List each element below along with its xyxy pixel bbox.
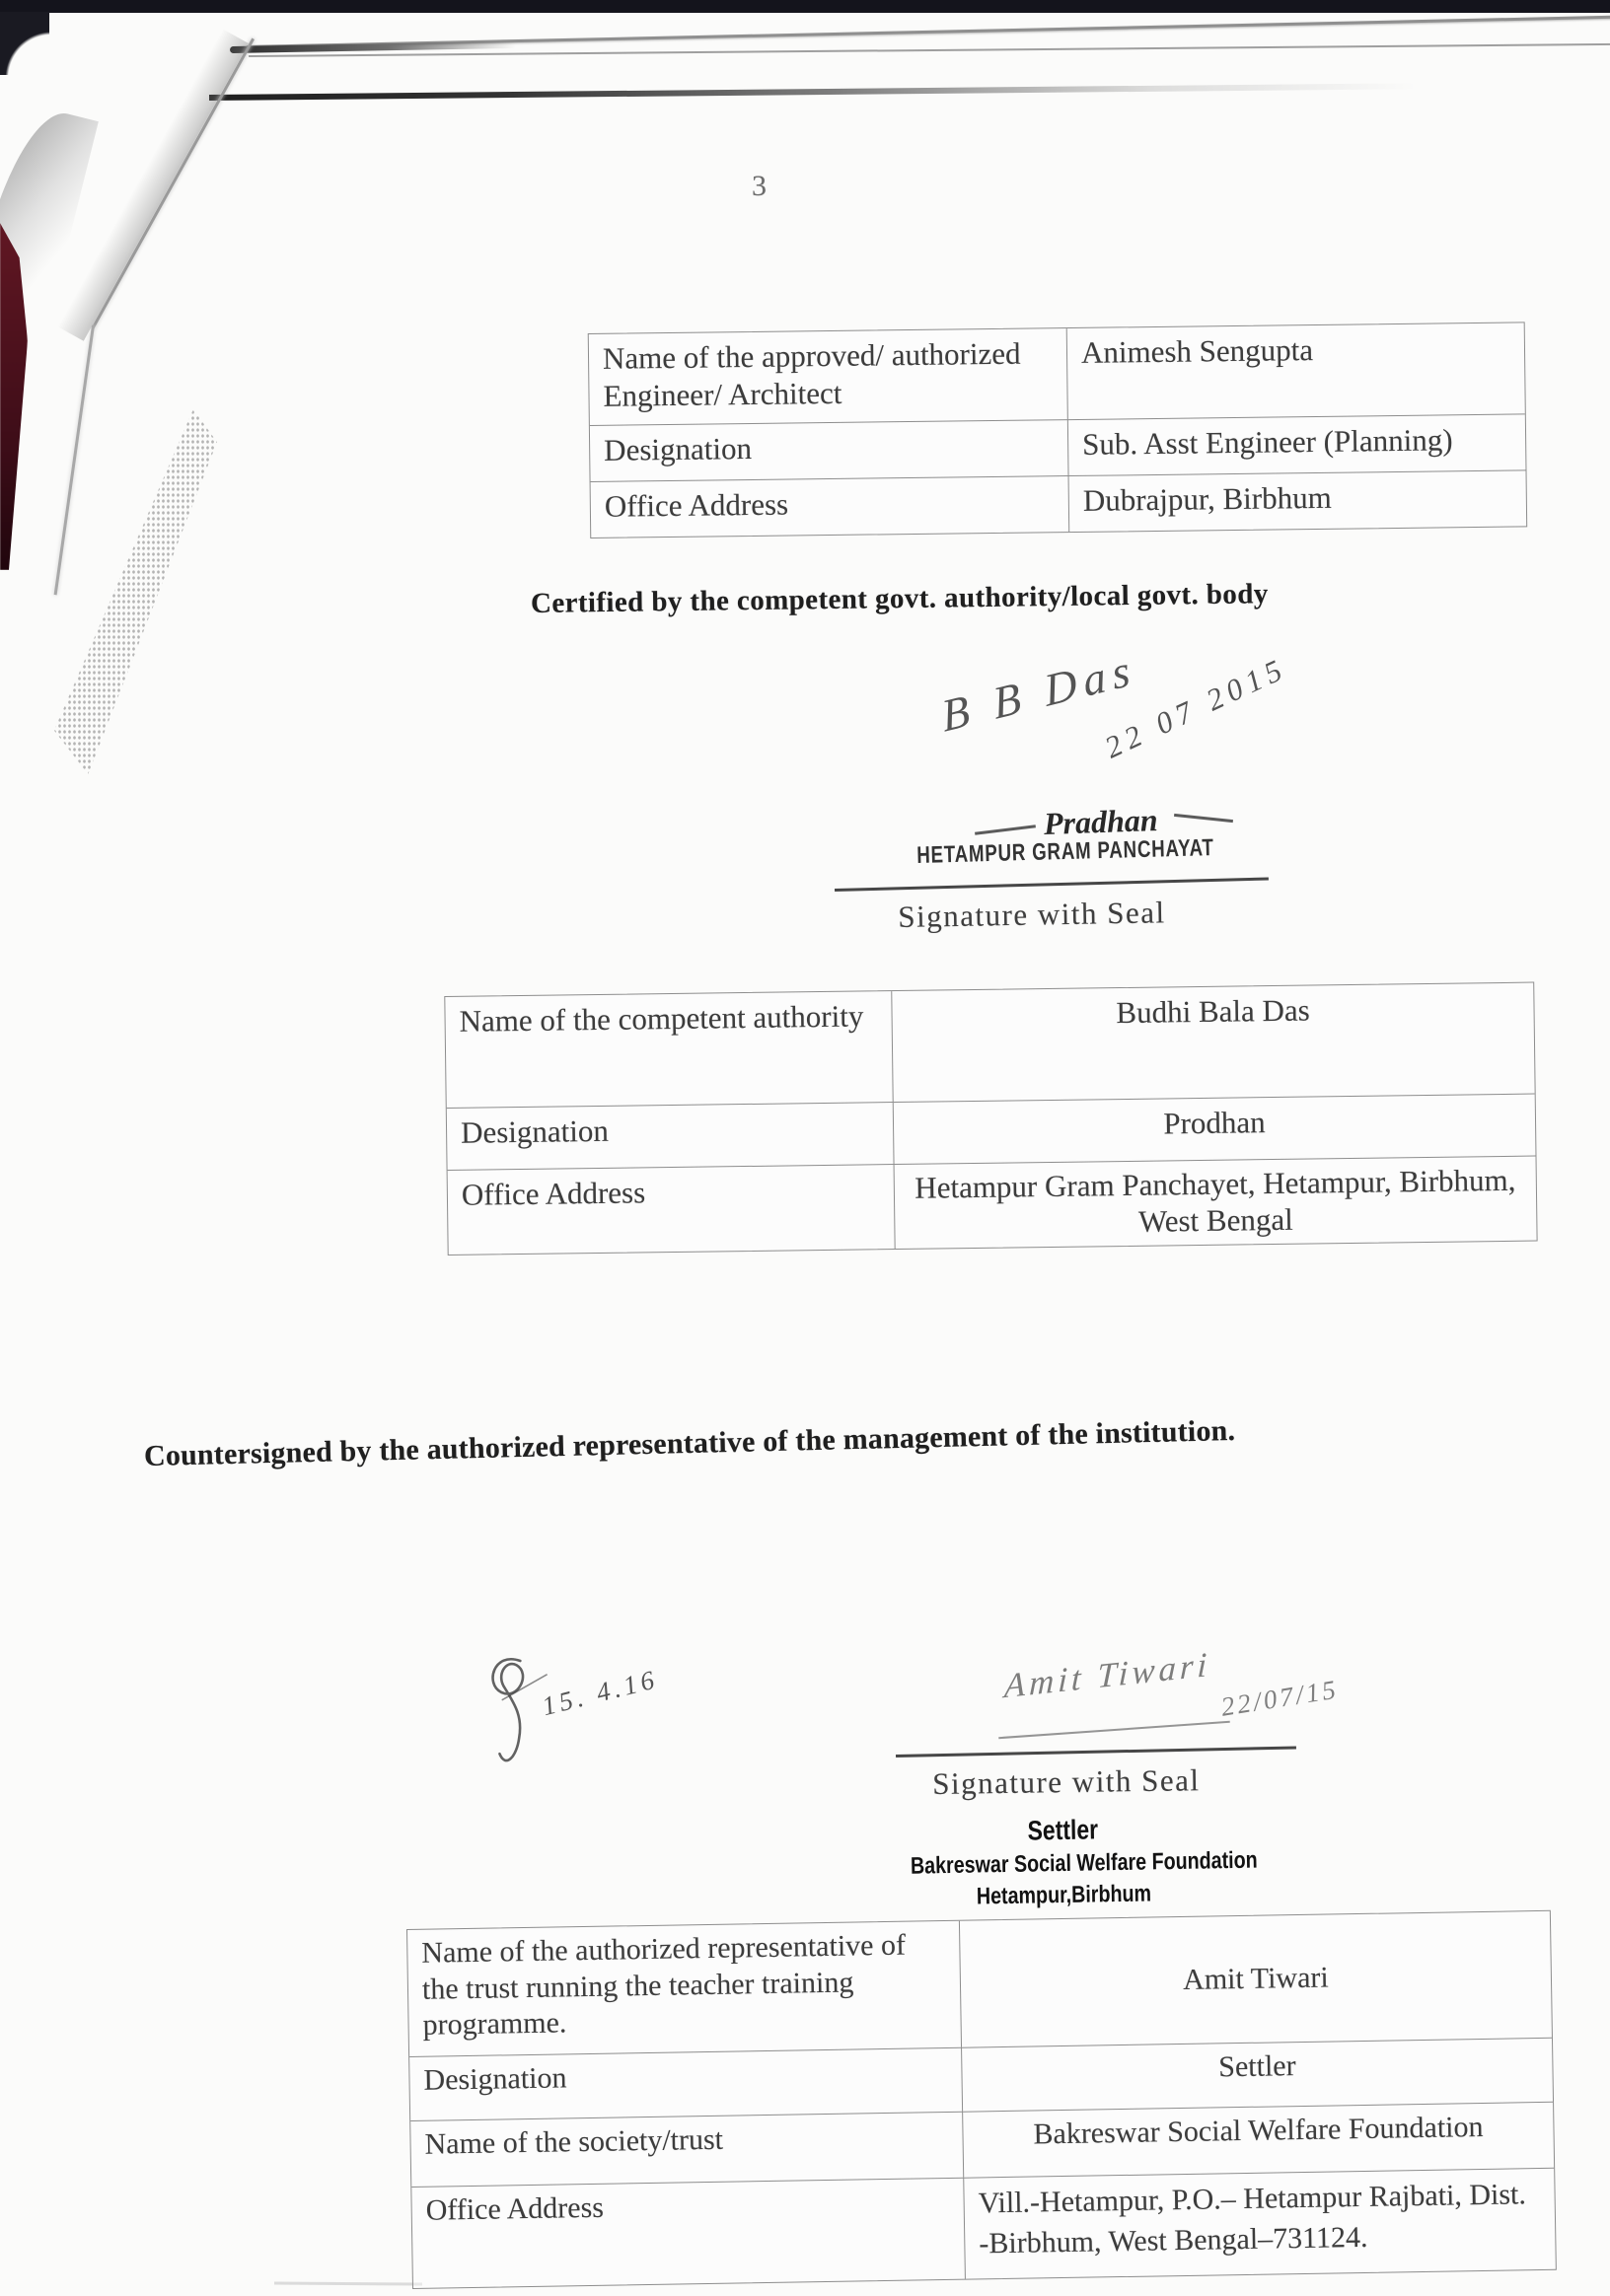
row-label: Designation bbox=[409, 2047, 963, 2120]
stamp-line-settler: Settler bbox=[1027, 1814, 1099, 1846]
handwritten-signature-representative: Amit Tiwari bbox=[1003, 1644, 1211, 1706]
handwritten-signature-authority: B B Das bbox=[938, 643, 1139, 742]
page-fold-crease-upper bbox=[92, 38, 255, 328]
page-fold-crease-lower bbox=[54, 325, 95, 596]
row-value: Dubrajpur, Birbhum bbox=[1069, 469, 1527, 532]
row-value: Animesh Sengupta bbox=[1080, 332, 1314, 370]
row-label: Office Address bbox=[448, 1164, 896, 1255]
handwritten-date-authority: 22 07 2015 bbox=[1099, 650, 1292, 765]
signature-caption: Signature with Seal bbox=[898, 895, 1166, 934]
handwritten-initials-date: 15. 4.16 bbox=[539, 1664, 661, 1722]
page-top-edge-knot bbox=[230, 41, 516, 53]
scan-corner-dark bbox=[0, 12, 49, 75]
row-label: Office Address bbox=[411, 2178, 966, 2288]
countersigned-heading: Countersigned by the authorized representative of the management of the institution. bbox=[143, 1413, 1236, 1472]
page-top-dark-rule bbox=[209, 82, 1521, 101]
row-value: Sub. Asst Engineer (Planning) bbox=[1068, 413, 1526, 475]
row-label: Designation bbox=[447, 1102, 895, 1170]
handwritten-date-representative: 22/07/15 bbox=[1218, 1674, 1341, 1722]
page-number: 3 bbox=[752, 170, 767, 202]
scan-bottom-smudge bbox=[274, 2281, 422, 2285]
stamp-line-location: Hetampur,Birbhum bbox=[976, 1880, 1152, 1910]
row-label: Name of the approved/ authorized Engineer/ Architect bbox=[589, 328, 1068, 425]
competent-authority-table bbox=[444, 982, 1537, 1256]
signature-line bbox=[835, 877, 1269, 891]
page-fold-shade bbox=[58, 29, 249, 340]
row-label: Name of the society/trust bbox=[410, 2112, 964, 2187]
signature-flourish-underline bbox=[998, 1721, 1230, 1739]
row-value: Hetampur Gram Panchayet, Hetampur, Birbhum, West Bengal bbox=[895, 1156, 1537, 1250]
row-value: Settler bbox=[962, 2038, 1553, 2112]
stamp-flourish-left bbox=[975, 825, 1036, 835]
handwritten-initials-block bbox=[476, 1642, 661, 1786]
row-label: Name of the authorized representative of the trust running the teacher training programme. bbox=[407, 1921, 962, 2056]
scan-top-bar bbox=[0, 0, 1610, 13]
row-label: Designation bbox=[590, 419, 1069, 481]
row-value: Vill.-Hetampur, P.O.– Hetampur Rajbati, Dist. -Birbhum, West Bengal–731124. bbox=[964, 2168, 1556, 2279]
stamp-org-panchayat: HETAMPUR GRAM PANCHAYAT bbox=[915, 834, 1215, 869]
row-value: Amit Tiwari bbox=[1182, 1961, 1329, 1996]
stamp-title-pradhan: Pradhan bbox=[1043, 801, 1159, 842]
approved-engineer-table bbox=[588, 322, 1527, 538]
signature-line bbox=[896, 1746, 1296, 1757]
row-label: Office Address bbox=[591, 475, 1070, 538]
row-value: Budhi Bala Das bbox=[1116, 992, 1310, 1031]
stamp-line-foundation: Bakreswar Social Welfare Foundation bbox=[910, 1846, 1258, 1881]
row-value: Prodhan bbox=[894, 1094, 1536, 1165]
row-label: Name of the competent authority bbox=[445, 991, 893, 1108]
foundation-stamp bbox=[910, 1810, 1258, 1912]
stamp-flourish-right bbox=[1174, 814, 1233, 823]
row-value: Bakreswar Social Welfare Foundation bbox=[963, 2102, 1554, 2178]
signature-caption: Signature with Seal bbox=[932, 1762, 1201, 1801]
certified-heading: Certified by the competent govt. authority/local govt. body bbox=[530, 578, 1269, 619]
authorized-representative-table bbox=[406, 1910, 1557, 2289]
